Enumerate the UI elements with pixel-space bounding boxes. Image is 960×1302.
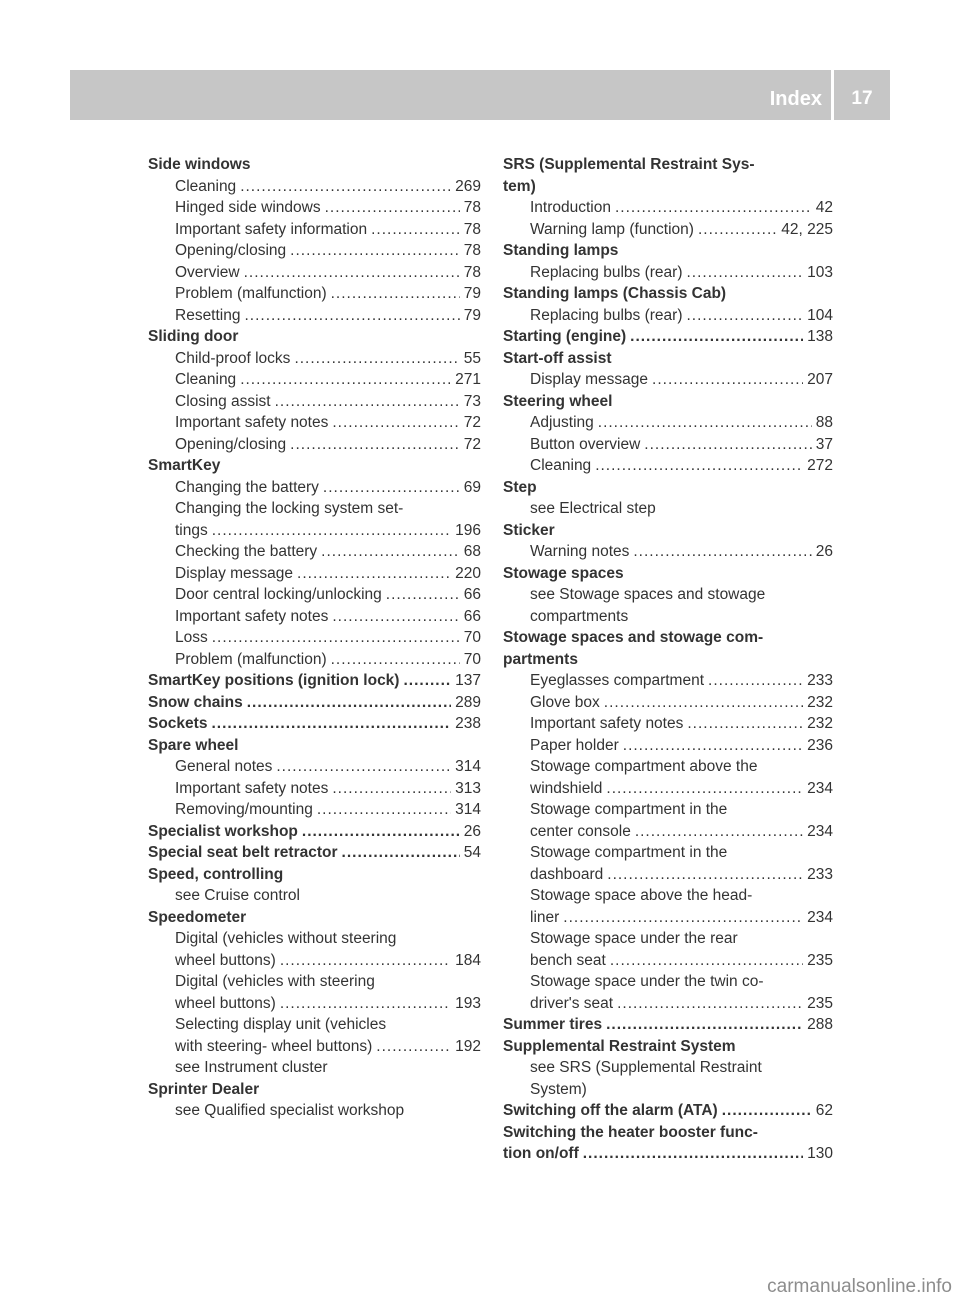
index-entry (148, 971, 481, 993)
page-ref: 69 (463, 478, 481, 496)
page-ref: 234 (807, 822, 833, 840)
index-heading (503, 154, 833, 176)
entry-text: Sticker (503, 521, 555, 539)
entry-text: Side windows (148, 156, 251, 173)
entry-text: Important safety notes (175, 779, 329, 797)
index-entry (148, 391, 481, 413)
entry-text: Loss (175, 629, 208, 646)
index-heading (503, 348, 833, 370)
dot-leader (371, 219, 460, 241)
entry-text: SmartKey (148, 457, 221, 474)
index-entry (503, 971, 833, 993)
entry-text: Problem (malfunction) (175, 650, 327, 668)
entry-text: General notes (175, 758, 273, 775)
index-entry (148, 778, 481, 800)
index-entry (148, 283, 481, 305)
index-entry (148, 541, 481, 563)
entry-text: Resetting (175, 306, 241, 324)
index-entry (503, 821, 833, 843)
entry-text: Stowage compartment in the (530, 801, 728, 818)
page-ref: 72 (463, 414, 481, 431)
dot-leader (633, 541, 811, 563)
entry-text: Sliding door (148, 328, 239, 345)
page-ref: 138 (807, 328, 833, 345)
index-heading (148, 864, 481, 886)
dot-leader (244, 305, 459, 327)
entry-text: Replacing bulbs (rear) (530, 306, 683, 324)
page-ref: 42, 225 (781, 220, 833, 238)
entry-text: wheel buttons) (175, 951, 276, 969)
page-ref: 78 (463, 199, 481, 216)
entry-text: System) (530, 1080, 587, 1098)
entry-text: Hinged side windows (175, 199, 321, 216)
page-ref: 54 (463, 844, 481, 861)
index-heading (503, 326, 833, 348)
entry-text: Speed, controlling (148, 865, 284, 883)
dot-leader (687, 713, 803, 735)
entry-text: Warning notes (530, 543, 630, 560)
index-entry (503, 219, 833, 241)
entry-text: Stowage space under the rear (530, 930, 738, 947)
dot-leader (331, 283, 460, 305)
entry-text: driver's seat (530, 994, 614, 1012)
index-entry (148, 584, 481, 606)
index-heading (148, 692, 481, 714)
dot-leader (317, 799, 451, 821)
index-entry (503, 455, 833, 477)
dot-leader (280, 993, 451, 1015)
index-entry (148, 885, 481, 907)
entry-text: Summer tires (503, 1016, 603, 1033)
dot-leader (606, 1014, 803, 1036)
dot-leader (604, 692, 803, 714)
index-heading (148, 154, 481, 176)
index-heading (148, 842, 481, 864)
index-entry (503, 1057, 833, 1079)
page-ref: 73 (463, 392, 481, 410)
entry-text: Sprinter Dealer (148, 1080, 260, 1098)
index-heading (148, 735, 481, 757)
entry-text: see Cruise control (175, 887, 300, 904)
entry-text: Digital (vehicles with steering (175, 973, 375, 990)
entry-text: Stowage space under the twin co- (530, 973, 764, 990)
page-ref: 55 (463, 349, 481, 367)
entry-text: bench seat (530, 951, 606, 969)
entry-text: Paper holder (530, 736, 619, 754)
entry-text: Cleaning (175, 177, 237, 195)
entry-text: see Stowage spaces and stowage (530, 586, 766, 603)
entry-text: Child-proof locks (175, 349, 291, 367)
page-ref: 103 (807, 263, 833, 281)
page-ref: 314 (455, 801, 481, 818)
entry-text: Switching off the alarm (ATA) (503, 1102, 718, 1119)
entry-text: Stowage compartment above the (530, 758, 758, 775)
entry-text: Opening/closing (175, 435, 287, 453)
index-entry (503, 799, 833, 821)
entry-text: see Electrical step (530, 500, 656, 517)
entry-text: Overview (175, 263, 240, 281)
index-entry (503, 993, 833, 1015)
index-entry (148, 1036, 481, 1058)
index-entry (148, 498, 481, 520)
entry-text: Changing the locking system set- (175, 500, 404, 517)
entry-text: dashboard (530, 865, 604, 883)
dot-leader (615, 197, 812, 219)
index-heading (503, 649, 833, 671)
page-ref: 68 (463, 543, 481, 560)
index-entry (503, 778, 833, 800)
page-ref: 184 (455, 951, 481, 969)
page-ref: 234 (807, 908, 833, 926)
index-heading (148, 907, 481, 929)
index-heading (148, 670, 481, 692)
dot-leader (595, 455, 803, 477)
entry-text: see SRS (Supplemental Restraint (530, 1059, 762, 1076)
dot-leader (598, 412, 812, 434)
entry-text: Standing lamps (503, 242, 619, 259)
index-entry (148, 993, 481, 1015)
dot-leader (321, 541, 460, 563)
dot-leader (276, 756, 451, 778)
page-ref: 78 (463, 242, 481, 259)
dot-leader (323, 477, 460, 499)
index-column-right (503, 154, 833, 1165)
entry-text: Replacing bulbs (rear) (530, 263, 683, 281)
dot-leader (583, 1143, 803, 1165)
entry-text: Display message (530, 371, 649, 388)
page-ref: 236 (807, 736, 833, 754)
dot-leader (297, 563, 451, 585)
entry-text: Opening/closing (175, 242, 287, 259)
index-entry (148, 799, 481, 821)
page-ref: 72 (463, 435, 481, 453)
dot-leader (376, 1036, 451, 1058)
index-entry (148, 1100, 481, 1122)
page-ref: 289 (455, 693, 481, 711)
dot-leader (247, 692, 451, 714)
entry-text: Eyeglasses compartment (530, 672, 705, 689)
entry-text: Stowage spaces (503, 564, 624, 582)
dot-leader (280, 950, 451, 972)
page-ref: 26 (815, 543, 833, 560)
index-entry (503, 928, 833, 950)
entry-text: wheel buttons) (175, 994, 276, 1012)
entry-text: tings (175, 521, 208, 539)
index-entry (148, 520, 481, 542)
page-ref: 70 (463, 629, 481, 646)
entry-text: Snow chains (148, 693, 243, 711)
page-ref: 137 (455, 672, 481, 689)
entry-text: Warning lamp (function) (530, 220, 694, 238)
index-entry (503, 434, 833, 456)
dot-leader (212, 520, 451, 542)
dot-leader (652, 369, 803, 391)
index-header-bar (70, 70, 890, 120)
index-entry (148, 928, 481, 950)
page-ref: 62 (815, 1102, 833, 1119)
entry-text: liner (530, 908, 560, 926)
index-entry (148, 563, 481, 585)
dot-leader (275, 391, 460, 413)
entry-text: Sockets (148, 715, 208, 732)
dot-leader (630, 326, 803, 348)
page-ref: 233 (807, 672, 833, 689)
page-ref: 78 (463, 220, 481, 238)
entry-text: see Instrument cluster (175, 1059, 328, 1076)
page-ref: 42 (815, 199, 833, 216)
index-entry (148, 1057, 481, 1079)
entry-text: Important safety notes (175, 607, 329, 625)
entry-text: Important safety notes (530, 715, 684, 732)
entry-text: Step (503, 478, 537, 496)
entry-text: Changing the battery (175, 478, 319, 496)
index-entry (503, 692, 833, 714)
entry-text: Adjusting (530, 414, 594, 431)
entry-text: Introduction (530, 199, 611, 216)
index-entry (148, 434, 481, 456)
index-heading (503, 1122, 833, 1144)
index-heading (503, 520, 833, 542)
section-title: Index (769, 88, 822, 110)
index-entry (503, 864, 833, 886)
index-heading (503, 176, 833, 198)
entry-text: Button overview (530, 435, 641, 453)
index-heading (503, 1100, 833, 1122)
index-entry (503, 498, 833, 520)
page-ref: 220 (455, 564, 481, 582)
index-heading (148, 713, 481, 735)
entry-text: center console (530, 822, 631, 840)
entry-text: Cleaning (175, 371, 237, 388)
index-heading (503, 240, 833, 262)
entry-text: Stowage space above the head- (530, 887, 753, 904)
index-entry (503, 1079, 833, 1101)
dot-leader (635, 821, 803, 843)
dot-leader (610, 950, 803, 972)
entry-text: Starting (engine) (503, 328, 627, 345)
index-entry (503, 541, 833, 563)
index-heading (503, 283, 833, 305)
index-heading (148, 326, 481, 348)
page-ref: 66 (463, 586, 481, 603)
dot-leader (607, 864, 803, 886)
index-entry (503, 713, 833, 735)
index-entry (148, 606, 481, 628)
index-entry (148, 240, 481, 262)
index-heading (503, 477, 833, 499)
entry-text: Switching the heater booster func- (503, 1123, 758, 1141)
entry-text: Problem (malfunction) (175, 285, 327, 302)
page-ref: 313 (455, 779, 481, 797)
dot-leader (325, 197, 460, 219)
entry-text: Cleaning (530, 457, 592, 474)
index-entry (503, 262, 833, 284)
entry-text: Selecting display unit (vehicles (175, 1016, 387, 1033)
entry-text: partments (503, 650, 578, 668)
index-entry (503, 950, 833, 972)
entry-text: Speedometer (148, 908, 247, 926)
index-entry (148, 1014, 481, 1036)
page-ref: 70 (463, 650, 481, 668)
dot-leader (211, 713, 451, 735)
dot-leader (290, 240, 460, 262)
entry-text: with steering- wheel buttons) (175, 1037, 373, 1055)
index-entry (148, 369, 481, 391)
entry-text: Display message (175, 564, 294, 582)
dot-leader (342, 842, 460, 864)
index-heading (503, 1014, 833, 1036)
dot-leader (403, 670, 451, 692)
entry-text: windshield (530, 779, 603, 797)
dot-leader (386, 584, 460, 606)
index-entry (503, 885, 833, 907)
index-entry (503, 842, 833, 864)
dot-leader (698, 219, 777, 241)
index-entry (503, 369, 833, 391)
entry-text: Checking the battery (175, 543, 318, 560)
entry-text: Spare wheel (148, 736, 239, 754)
dot-leader (331, 649, 460, 671)
entry-text: Standing lamps (Chassis Cab) (503, 285, 727, 302)
page-ref: 104 (807, 306, 833, 324)
page-ref: 234 (807, 779, 833, 797)
page-ref: 272 (807, 457, 833, 474)
page-ref: 269 (455, 177, 481, 195)
index-entry (503, 584, 833, 606)
page-ref: 37 (815, 435, 833, 453)
index-entry (148, 348, 481, 370)
entry-text: SRS (Supplemental Restraint Sys- (503, 156, 755, 173)
page-ref: 314 (455, 758, 481, 775)
index-entry (503, 197, 833, 219)
index-entry (148, 219, 481, 241)
page-ref: 232 (807, 693, 833, 711)
index-heading (503, 1036, 833, 1058)
page-ref: 207 (807, 371, 833, 388)
dot-leader (332, 606, 459, 628)
page-ref: 78 (463, 263, 481, 281)
entry-text: tem) (503, 177, 536, 195)
index-entry (503, 735, 833, 757)
entry-text: tion on/off (503, 1145, 579, 1162)
index-heading (503, 1143, 833, 1165)
entry-text: Stowage compartment in the (530, 844, 728, 861)
page-ref: 288 (807, 1016, 833, 1033)
entry-text: compartments (530, 607, 629, 625)
page-ref: 130 (807, 1145, 833, 1162)
entry-text: Special seat belt retractor (148, 844, 338, 861)
index-entry (503, 606, 833, 628)
page-number: 17 (851, 88, 873, 109)
index-entry (148, 197, 481, 219)
page-ref: 193 (455, 994, 481, 1012)
entry-text: Steering wheel (503, 392, 613, 410)
dot-leader (687, 305, 804, 327)
dot-leader (290, 434, 460, 456)
entry-text: Closing assist (175, 392, 271, 410)
index-entry (503, 305, 833, 327)
entry-text: Important safety notes (175, 414, 329, 431)
page-ref: 235 (807, 951, 833, 969)
index-entry (148, 262, 481, 284)
page-ref: 271 (455, 371, 481, 388)
page-ref: 233 (807, 865, 833, 883)
dot-leader (244, 262, 460, 284)
page-ref: 66 (463, 607, 481, 625)
entry-text: Stowage spaces and stowage com- (503, 629, 764, 646)
entry-text: Start-off assist (503, 349, 612, 367)
dot-leader (332, 778, 451, 800)
dot-leader (240, 369, 451, 391)
index-entry (503, 907, 833, 929)
entry-text: Door central locking/unlocking (175, 586, 382, 603)
index-heading (503, 391, 833, 413)
index-entry (503, 412, 833, 434)
dot-leader (302, 821, 460, 843)
dot-leader (332, 412, 459, 434)
index-heading (148, 455, 481, 477)
index-entry (503, 756, 833, 778)
dot-leader (240, 176, 451, 198)
index-entry (148, 412, 481, 434)
entry-text: SmartKey positions (ignition lock) (148, 672, 400, 689)
dot-leader (606, 778, 803, 800)
page-ref: 235 (807, 994, 833, 1012)
entry-text: Specialist workshop (148, 822, 298, 840)
index-entry (148, 756, 481, 778)
index-entry (148, 649, 481, 671)
index-entry (148, 176, 481, 198)
index-entry (148, 477, 481, 499)
entry-text: Removing/mounting (175, 801, 313, 818)
dot-leader (722, 1100, 812, 1122)
dot-leader (708, 670, 803, 692)
dot-leader (687, 262, 804, 284)
page-ref: 192 (455, 1037, 481, 1055)
index-entry (148, 627, 481, 649)
page-ref: 26 (463, 822, 481, 840)
dot-leader (294, 348, 459, 370)
index-entry (503, 670, 833, 692)
page-ref: 232 (807, 715, 833, 732)
index-heading (503, 563, 833, 585)
index-entry (148, 305, 481, 327)
index-heading (148, 1079, 481, 1101)
index-heading (503, 627, 833, 649)
index-heading (148, 821, 481, 843)
page-ref: 238 (455, 715, 481, 732)
dot-leader (212, 627, 460, 649)
page-ref: 79 (463, 306, 481, 324)
page-ref: 196 (455, 521, 481, 539)
index-column-left (148, 154, 481, 1122)
dot-leader (644, 434, 811, 456)
dot-leader (563, 907, 803, 929)
entry-text: Glove box (530, 693, 600, 711)
entry-text: Important safety information (175, 220, 368, 238)
entry-text: see Qualified specialist workshop (175, 1102, 405, 1119)
dot-leader (617, 993, 803, 1015)
page-ref: 88 (815, 414, 833, 431)
dot-leader (623, 735, 803, 757)
page-ref: 79 (463, 285, 481, 302)
index-entry (148, 950, 481, 972)
entry-text: Supplemental Restraint System (503, 1037, 736, 1055)
watermark: carmanualsonline.info (767, 1276, 952, 1297)
entry-text: Digital (vehicles without steering (175, 930, 397, 947)
